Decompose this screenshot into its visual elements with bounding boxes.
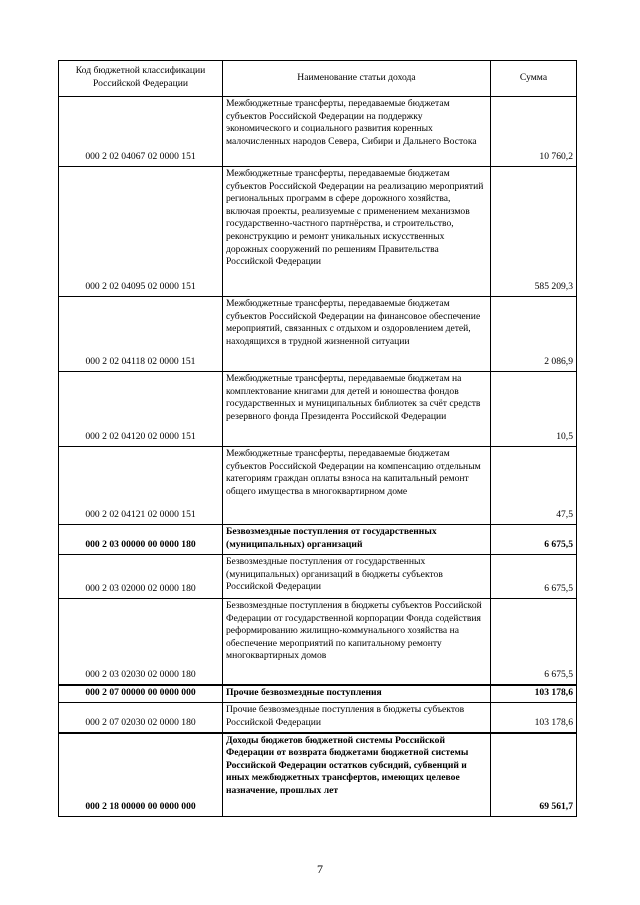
table-row [59,167,577,297]
row-name: Безвозмездные поступления от государственных (муниципальных) организаций [223,525,491,555]
row-sum: 585 209,3 [491,167,577,297]
row-code: 000 2 03 00000 00 0000 180 [59,525,223,555]
row-name: Межбюджетные трансферты, передаваемые бюджетам субъектов Российской Федерации на компенсацию отдельным категориям граждан оплаты взноса на капитальный ремонт общего имущества в многоквартирном доме [223,447,491,525]
row-sum: 2 086,9 [491,297,577,372]
table-row [59,599,577,685]
row-code: 000 2 03 02030 02 0000 180 [59,599,223,685]
header-code: Код бюджетной классификации Российской Федерации [59,61,223,97]
table-row [59,733,577,817]
row-name: Межбюджетные трансферты, передаваемые бюджетам субъектов Российской Федерации на поддержку экономического и социального развития коренных малочисленных народов Севера, Сибири и Дальнего Востока [223,97,491,167]
row-sum: 6 675,5 [491,555,577,599]
income-table [58,60,577,817]
table-row [59,97,577,167]
row-code: 000 2 02 04120 02 0000 151 [59,372,223,447]
row-sum: 10,5 [491,372,577,447]
row-name: Прочие безвозмездные поступления в бюджеты субъектов Российской Федерации [223,703,491,733]
table-row [59,555,577,599]
row-name: Межбюджетные трансферты, передаваемые бюджетам субъектов Российской Федерации на финансовое обеспечение мероприятий, связанных с отдыхом и оздоровлением детей, находящихся в трудной жизненной ситуации [223,297,491,372]
table-row [59,703,577,733]
row-sum: 103 178,6 [491,685,577,703]
row-code: 000 2 02 04121 02 0000 151 [59,447,223,525]
page-number: 7 [317,862,323,876]
table-row [59,525,577,555]
row-sum: 47,5 [491,447,577,525]
row-code: 000 2 02 04067 02 0000 151 [59,97,223,167]
row-code: 000 2 03 02000 02 0000 180 [59,555,223,599]
table-row [59,297,577,372]
row-code: 000 2 02 04118 02 0000 151 [59,297,223,372]
row-name: Межбюджетные трансферты, передаваемые бюджетам на комплектование книгами для детей и юношества фондов государственных и муниципальных библиотек за счёт средств резервного фонда Президента Российской Федерации [223,372,491,447]
table-row [59,372,577,447]
header-sum: Сумма [491,61,577,97]
row-name: Доходы бюджетов бюджетной системы Российской Федерации от возврата бюджетами бюджетной системы Российской Федерации остатков субсидий, субвенций и иных межбюджетных трансфертов, имеющих целевое назначение, прошлых лет [223,733,491,817]
row-sum: 69 561,7 [491,733,577,817]
row-sum: 103 178,6 [491,703,577,733]
row-name: Прочие безвозмездные поступления [223,685,491,703]
row-sum: 10 760,2 [491,97,577,167]
table-row [59,447,577,525]
row-sum: 6 675,5 [491,525,577,555]
row-sum: 6 675,5 [491,599,577,685]
row-code: 000 2 18 00000 00 0000 000 [59,733,223,817]
table-row [59,685,577,703]
row-name: Безвозмездные поступления от государственных (муниципальных) организаций в бюджеты субъектов Российской Федерации [223,555,491,599]
row-name: Межбюджетные трансферты, передаваемые бюджетам субъектов Российской Федерации на реализацию мероприятий региональных программ в сфере дорожного хозяйства, включая проекты, реализуемые с применением механизмов государственно-частного партнёрства, и строительство, реконструкцию и ремонт уникальных искусственных дорожных сооружений по решениям Правительства Российской Федерации [223,167,491,297]
row-code: 000 2 07 02030 02 0000 180 [59,703,223,733]
row-code: 000 2 07 00000 00 0000 000 [59,685,223,703]
table-header-row [59,61,577,97]
row-code: 000 2 02 04095 02 0000 151 [59,167,223,297]
header-name: Наименование статьи дохода [223,61,491,97]
row-name: Безвозмездные поступления в бюджеты субъектов Российской Федерации от государственной корпорации Фонда содействия реформированию жилищно-коммунального хозяйства на обеспечение мероприятий по капитальному ремонту многоквартирных домов [223,599,491,685]
